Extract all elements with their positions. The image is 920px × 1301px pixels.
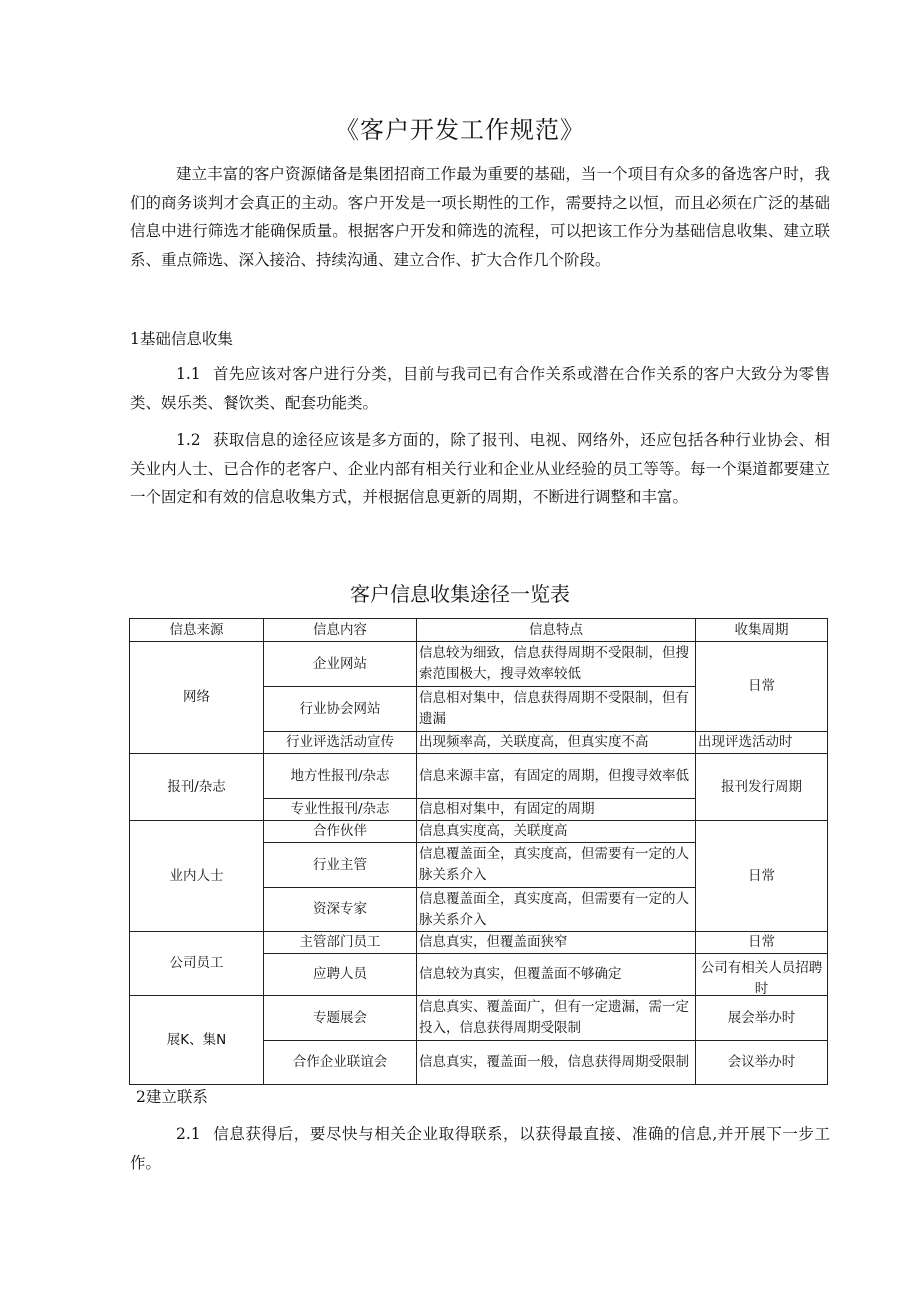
source-cell-network: 网络: [130, 642, 264, 754]
header-cycle: 收集周期: [696, 619, 828, 642]
paragraph-1-1-number: 1.1: [176, 365, 201, 383]
feature-cell: 信息来源丰富，有固定的周期，但搜寻效率低: [417, 754, 696, 799]
paragraph-2-1-number: 2.1: [176, 1125, 201, 1143]
document-title: 《客户开发工作规范》: [335, 116, 585, 144]
header-feature: 信息特点: [417, 619, 696, 642]
cycle-cell: 展会举办时: [696, 996, 828, 1041]
feature-cell: 信息真实，但覆盖面狭窄: [417, 932, 696, 954]
table-row: [130, 754, 828, 799]
feature-cell: 信息真实，覆盖面一般，信息获得周期受限制: [417, 1041, 696, 1085]
content-cell: 行业协会网站: [264, 687, 417, 732]
content-cell: 专业性报刊/杂志: [264, 799, 417, 821]
source-cell-expo: 展K、集N: [130, 996, 264, 1085]
table-row: [130, 821, 828, 843]
feature-cell: 信息真实、覆盖面广，但有一定遗漏，需一定投入，信息获得周期受限制: [417, 996, 696, 1041]
table-row: [130, 996, 828, 1041]
paragraph-1-1-text: 首先应该对客户进行分类，目前与我司已有合作关系或潜在合作关系的客户大致分为零售类、娱乐类、餐饮类、配套功能类。: [130, 365, 830, 412]
content-cell: 合作企业联谊会: [264, 1041, 417, 1085]
header-content: 信息内容: [264, 619, 417, 642]
content-cell: 应聘人员: [264, 954, 417, 996]
feature-cell: 信息相对集中，有固定的周期: [417, 799, 696, 821]
header-source: 信息来源: [130, 619, 264, 642]
cycle-cell: 会议举办时: [696, 1041, 828, 1085]
table-header-row: [130, 619, 828, 642]
feature-cell: 信息覆盖面全，真实度高，但需要有一定的人脉关系介入: [417, 888, 696, 932]
paragraph-1-2: [130, 426, 830, 512]
feature-cell: 信息较为细致，信息获得周期不受限制，但搜索范围极大，搜寻效率较低: [417, 642, 696, 687]
cycle-cell: 日常: [696, 932, 828, 954]
info-sources-table: [129, 618, 828, 1085]
paragraph-1-2-number: 1.2: [176, 431, 201, 449]
feature-cell: 信息真实度高，关联度高: [417, 821, 696, 843]
feature-cell: 信息相对集中，信息获得周期不受限制，但有遗漏: [417, 687, 696, 732]
content-cell: 行业评选活动宣传: [264, 732, 417, 754]
paragraph-1-1: [130, 360, 830, 417]
content-cell: 资深专家: [264, 888, 417, 932]
content-cell: 企业网站: [264, 642, 417, 687]
content-cell: 地方性报刊/杂志: [264, 754, 417, 799]
section-2-heading: 2建立联系: [136, 1088, 208, 1106]
cycle-cell: 报刊发行周期: [696, 754, 828, 821]
content-cell: 专题展会: [264, 996, 417, 1041]
intro-paragraph: 建立丰富的客户资源储备是集团招商工作最为重要的基础，当一个项目有众多的备选客户时，我们的商务谈判才会真正的主动。客户开发是一项长期性的工作，需要持之以恒，而且必须在广泛的基础信息中进行筛选才能确保质量。根据客户开发和筛选的流程，可以把该工作分为基础信息收集、建立联系、重点筛选、深入接洽、持续沟通、建立合作、扩大合作几个阶段。: [130, 165, 830, 269]
source-cell-press: 报刊/杂志: [130, 754, 264, 821]
content-cell: 主管部门员工: [264, 932, 417, 954]
feature-cell: 信息较为真实，但覆盖面不够确定: [417, 954, 696, 996]
feature-cell: 出现频率高，关联度高，但真实度不高: [417, 732, 696, 754]
feature-cell: 信息覆盖面全，真实度高，但需要有一定的人脉关系介入: [417, 843, 696, 888]
cycle-cell: 出现评选活动时: [696, 732, 828, 754]
source-cell-staff: 公司员工: [130, 932, 264, 996]
cycle-cell: 日常: [696, 642, 828, 732]
section-1-heading: 1基础信息收集: [130, 330, 233, 348]
content-cell: 合作伙伴: [264, 821, 417, 843]
cycle-cell: 公司有相关人员招聘时: [700, 960, 823, 997]
cycle-cell-wrapper: [696, 954, 828, 996]
table-row: [130, 932, 828, 954]
paragraph-2-1-text: 信息获得后，要尽快与相关企业取得联系，以获得最直接、准确的信息,并开展下一步工作。: [130, 1125, 830, 1172]
table-row: [130, 642, 828, 687]
cycle-cell: 日常: [696, 821, 828, 932]
table-title: 客户信息收集途径一览表: [350, 582, 570, 606]
content-cell: 行业主管: [264, 843, 417, 888]
paragraph-2-1: [130, 1120, 830, 1177]
source-cell-industry: 业内人士: [130, 821, 264, 932]
paragraph-1-2-text: 获取信息的途径应该是多方面的，除了报刊、电视、网络外，还应包括各种行业协会、相关业内人士、已合作的老客户、企业内部有相关行业和企业从业经验的员工等等。每一个渠道都要建立一个固定和有效的信息收集方式，并根据信息更新的周期，不断进行调整和丰富。: [130, 431, 830, 506]
